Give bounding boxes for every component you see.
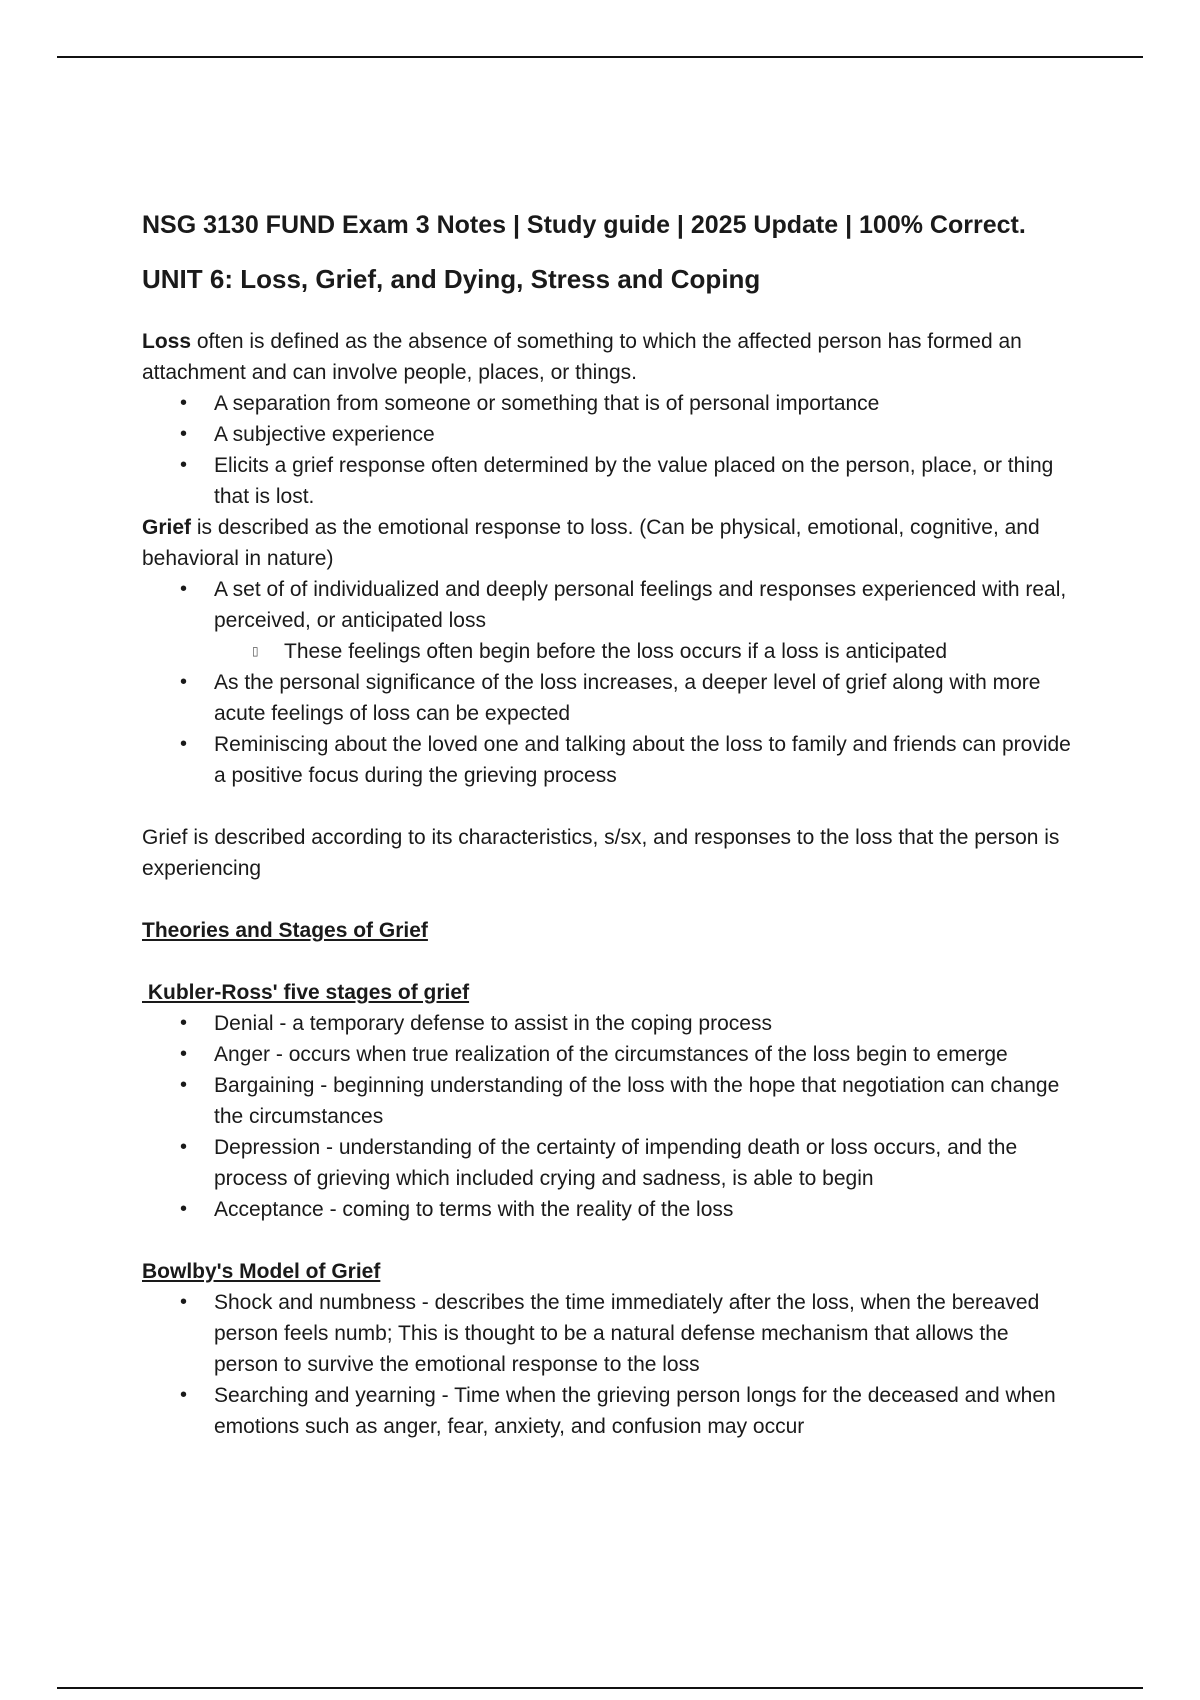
list-item: • Denial - a temporary defense to assist in the coping process xyxy=(142,1008,1072,1039)
kubler-ross-heading: Kubler-Ross' five stages of grief xyxy=(142,981,470,1004)
bottom-rule xyxy=(57,1687,1143,1689)
grief-sub-list xyxy=(214,636,1072,667)
list-item xyxy=(142,574,1072,667)
list-item: • Bargaining - beginning understanding of the loss with the hope that negotiation can change the circumstances xyxy=(142,1070,1072,1132)
list-item: • Reminiscing about the loved one and talking about the loss to family and friends can provide a positive focus during the grieving process xyxy=(142,729,1072,791)
document-page xyxy=(142,208,1072,1442)
loss-definition-text: often is defined as the absence of something to which the affected person has formed an attachment and can involve people, places, or things. xyxy=(142,330,1022,384)
list-item: • Anger - occurs when true realization of the circumstances of the loss begin to emerge xyxy=(142,1039,1072,1070)
grief-term: Grief xyxy=(142,516,192,539)
grief-bullet-list xyxy=(142,574,1072,791)
list-item: • Elicits a grief response often determined by the value placed on the person, place, or thing that is lost. xyxy=(142,450,1072,512)
grief-definition-text: is described as the emotional response to loss. (Can be physical, emotional, cognitive, and behavioral in nature) xyxy=(142,516,1040,570)
list-item: • Searching and yearning - Time when the grieving person longs for the deceased and when emotions such as anger, fear, anxiety, and confusion may occur xyxy=(142,1380,1072,1442)
kubler-ross-list xyxy=(142,1008,1072,1225)
list-item: • A separation from someone or something that is of personal importance xyxy=(142,388,1072,419)
grief-definition xyxy=(142,512,1072,574)
list-item: • Acceptance - coming to terms with the reality of the loss xyxy=(142,1194,1072,1225)
list-item: • Shock and numbness - describes the time immediately after the loss, when the bereaved person feels numb; This is thought to be a natural defense mechanism that allows the person to survive the emotional response to the loss xyxy=(142,1287,1072,1380)
document-title: NSG 3130 FUND Exam 3 Notes | Study guide | 2025 Update | 100% Correct. xyxy=(142,211,1026,239)
bowlby-heading: Bowlby's Model of Grief xyxy=(142,1260,381,1283)
theories-heading: Theories and Stages of Grief xyxy=(142,919,428,942)
list-item-text: A set of of individualized and deeply personal feelings and responses experienced with real, perceived, or anticipated loss xyxy=(214,578,1067,632)
loss-bullet-list xyxy=(142,388,1072,512)
top-rule xyxy=(57,56,1143,58)
sub-list-item: ▯ These feelings often begin before the loss occurs if a loss is anticipated xyxy=(214,636,1072,667)
loss-definition xyxy=(142,326,1072,388)
list-item: • A subjective experience xyxy=(142,419,1072,450)
unit-heading: UNIT 6: Loss, Grief, and Dying, Stress and Coping xyxy=(142,264,761,294)
loss-term: Loss xyxy=(142,330,192,353)
bowlby-list xyxy=(142,1287,1072,1442)
list-item: • Depression - understanding of the certainty of impending death or loss occurs, and the process of grieving which included crying and sadness, is able to begin xyxy=(142,1132,1072,1194)
grief-description: Grief is described according to its characteristics, s/sx, and responses to the loss that the person is experiencing xyxy=(142,826,1060,880)
list-item: • As the personal significance of the loss increases, a deeper level of grief along with more acute feelings of loss can be expected xyxy=(142,667,1072,729)
